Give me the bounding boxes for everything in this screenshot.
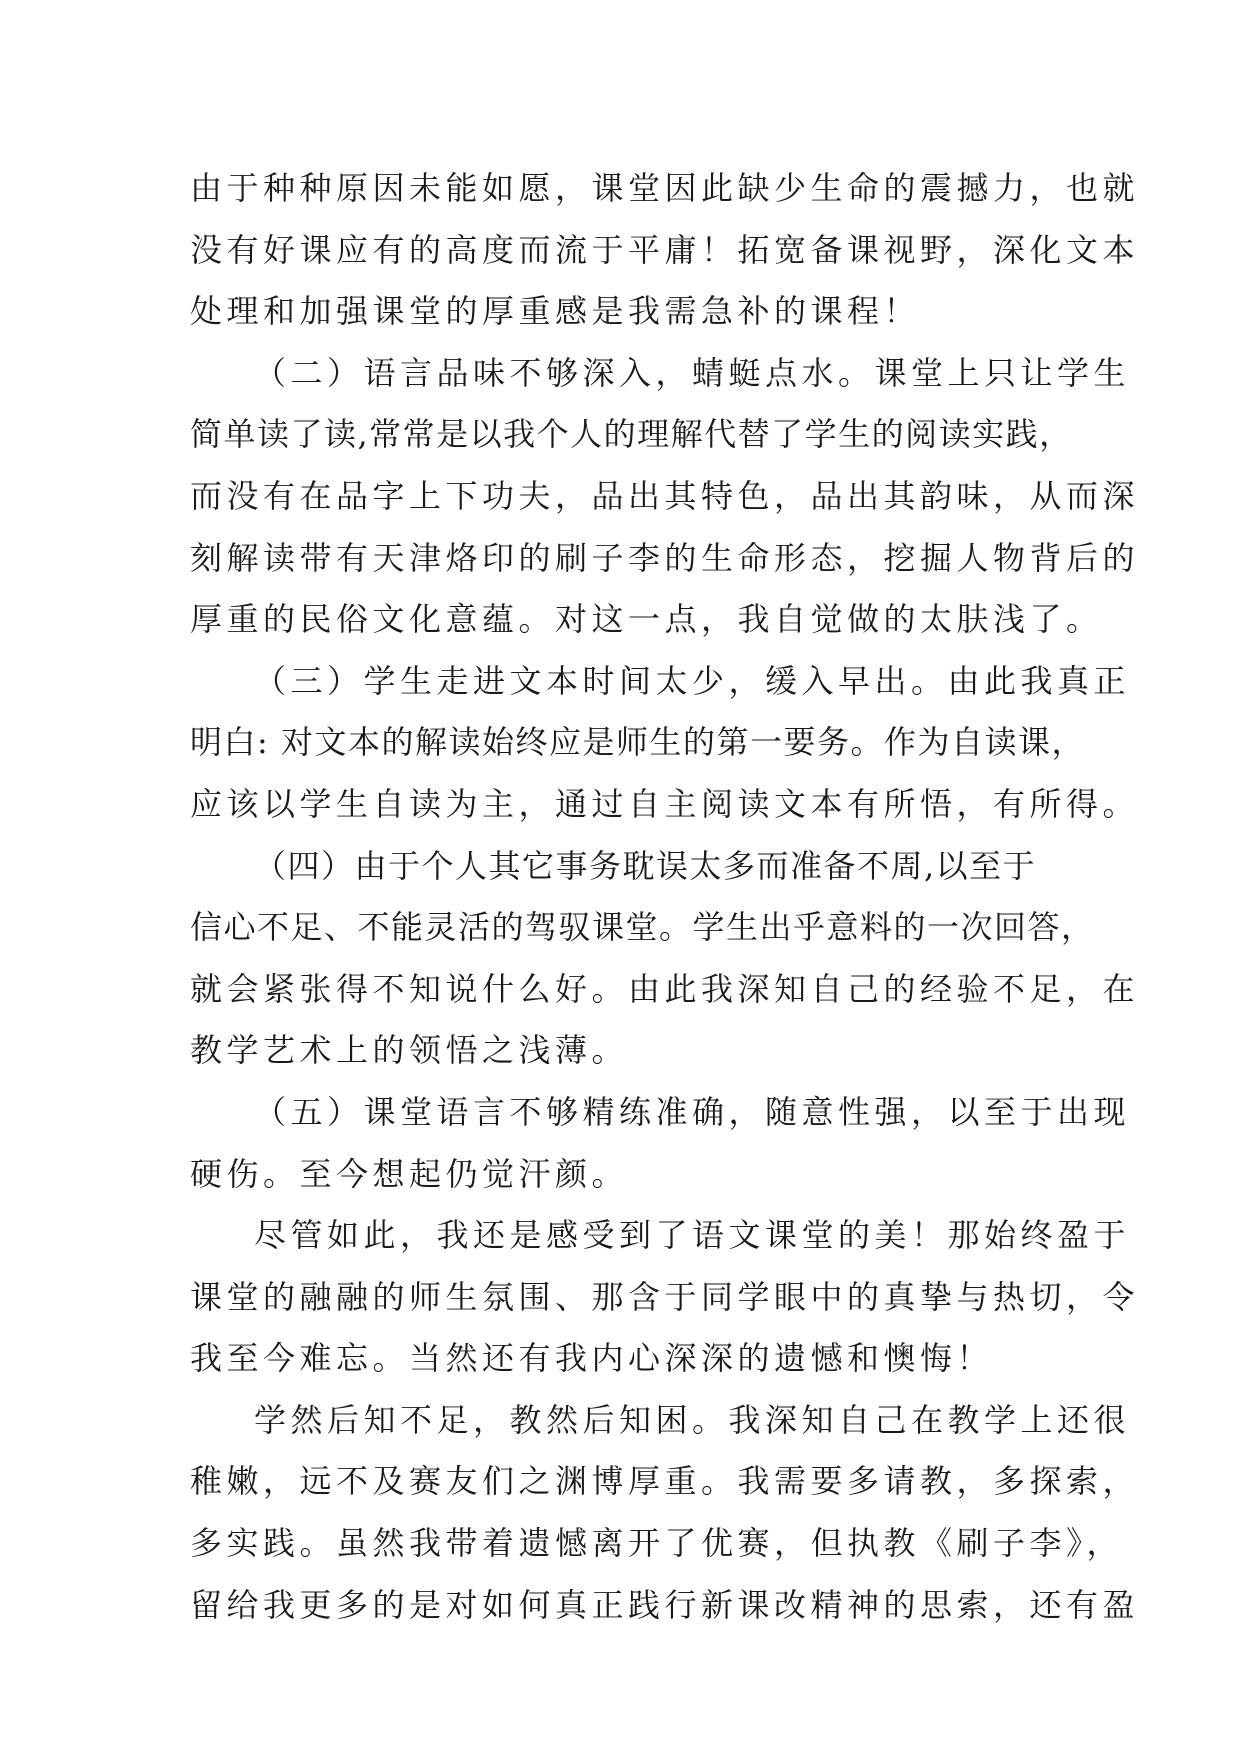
paragraph-start-line: （二）语言品味不够深入，蜻蜓点水。课堂上只让学生 bbox=[254, 353, 1131, 392]
text-line: 没有好课应有的高度而流于平庸！拓宽备课视野，深化文本 bbox=[190, 230, 1140, 269]
text-line: 应该以学生自读为主，通过自主阅读文本有所悟，有所得。 bbox=[190, 784, 1140, 823]
text-line: 而没有在品字上下功夫，品出其特色，品出其韵味，从而深 bbox=[190, 476, 1140, 515]
text-line: 简单读了读,常常是以我个人的理解代替了学生的阅读实践， bbox=[190, 415, 1073, 454]
text-line: 就会紧张得不知说什么好。由此我深知自己的经验不足，在 bbox=[190, 969, 1140, 1008]
paragraph-start-line: （三）学生走进文本时间太少，缓入早出。由此我真正 bbox=[254, 661, 1131, 700]
text-line: 留给我更多的是对如何真正践行新课改精神的思索，还有盈 bbox=[190, 1585, 1140, 1624]
text-line: 我至今难忘。当然还有我内心深深的遗憾和懊悔！ bbox=[190, 1339, 994, 1378]
text-line: 由于种种原因未能如愿，课堂因此缺少生命的震撼力，也就 bbox=[190, 169, 1140, 207]
paragraph-start-line: （五）课堂语言不够精练准确，随意性强，以至于出现 bbox=[254, 1092, 1131, 1131]
paragraph-start-line: 尽管如此，我还是感受到了语文课堂的美！那始终盈于 bbox=[254, 1216, 1131, 1255]
text-line: 课堂的融融的师生氛围、那含于同学眼中的真挚与热切，令 bbox=[190, 1277, 1140, 1316]
text-line: 明白: 对文本的解读始终应是师生的第一要务。作为自读课， bbox=[190, 723, 1085, 762]
text-line: 厚重的民俗文化意蕴。对这一点，我自觉做的太肤浅了。 bbox=[190, 600, 1103, 639]
text-line: 稚嫩，远不及赛友们之渊博厚重。我需要多请教，多探索， bbox=[190, 1462, 1140, 1501]
text-line: 刻解读带有天津烙印的刷子李的生命形态，挖掘人物背后的 bbox=[190, 538, 1140, 577]
text-line: 硬伤。至今想起仍觉汗颜。 bbox=[190, 1154, 629, 1193]
text-line: 处理和加强课堂的厚重感是我需急补的课程！ bbox=[190, 292, 921, 331]
paragraph-start-line: 学然后知不足，教然后知困。我深知自己在教学上还很 bbox=[254, 1400, 1131, 1439]
text-line: 多实践。虽然我带着遗憾离开了优赛，但执教《刷子李》， bbox=[190, 1524, 1124, 1563]
text-line: 信心不足、不能灵活的驾驭课堂。学生出乎意料的一次回答， bbox=[190, 908, 1095, 947]
document-page bbox=[190, 158, 1140, 1636]
paragraph-start-line: （四）由于个人其它事务耽误太多而准备不周,以至于 bbox=[254, 846, 1037, 885]
text-line: 教学艺术上的领悟之浅薄。 bbox=[190, 1031, 629, 1070]
